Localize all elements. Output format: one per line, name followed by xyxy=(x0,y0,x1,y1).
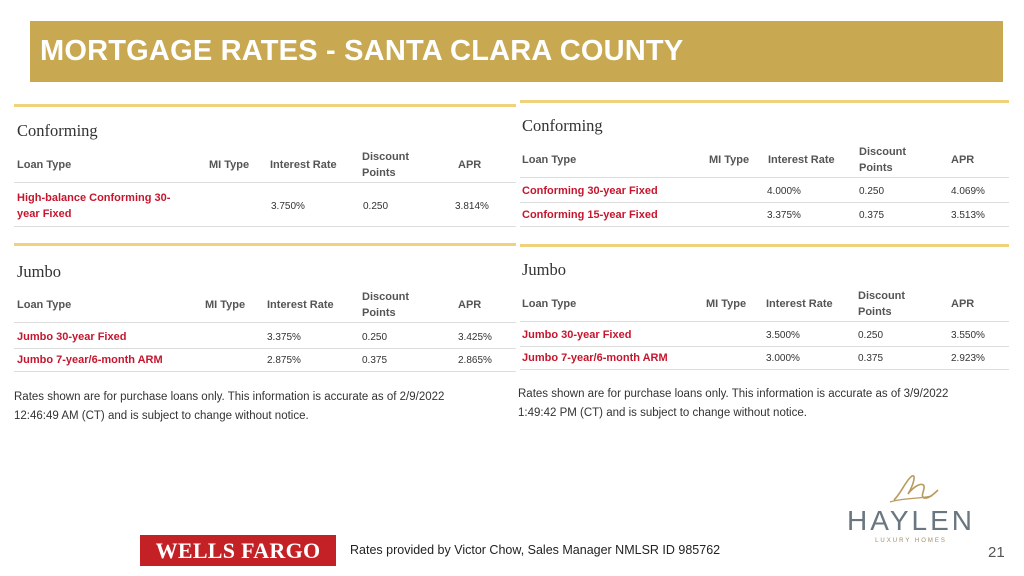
header-loan-type: Loan Type xyxy=(522,154,577,166)
interest-rate-value: 3.750% xyxy=(271,201,305,212)
section-title-jumbo: Jumbo xyxy=(17,262,62,281)
header-loan-type: Loan Type xyxy=(17,159,72,171)
gold-divider xyxy=(14,243,516,246)
section-title-conforming: Conforming xyxy=(522,116,603,135)
wells-fargo-logo: WELLS FARGO xyxy=(140,535,336,566)
header-loan-type: Loan Type xyxy=(522,298,577,310)
apr-value: 3.425% xyxy=(458,332,492,343)
rates-credit: Rates provided by Victor Chow, Sales Manager NMLSR ID 985762 xyxy=(350,543,721,557)
row-divider xyxy=(14,226,516,227)
header-apr: APR xyxy=(951,154,975,166)
loan-link[interactable]: Jumbo 30-year Fixed xyxy=(17,331,127,343)
header-mi-type: MI Type xyxy=(205,299,246,311)
header-apr: APR xyxy=(951,298,975,310)
header-discount-points: Discount Points xyxy=(362,151,410,179)
row-divider xyxy=(14,182,516,183)
interest-rate-value: 3.375% xyxy=(267,332,301,343)
row-divider xyxy=(520,177,1009,178)
row-divider xyxy=(520,369,1009,370)
apr-value: 3.550% xyxy=(951,330,985,341)
interest-rate-value: 4.000% xyxy=(767,186,801,197)
row-divider xyxy=(14,322,516,323)
loan-link[interactable]: Jumbo 30-year Fixed xyxy=(522,329,632,341)
apr-value: 3.814% xyxy=(455,201,489,212)
discount-points-value: 0.250 xyxy=(859,186,885,197)
apr-value: 4.069% xyxy=(951,186,985,197)
haylen-logo-text: HAYLEN xyxy=(847,505,975,536)
gold-divider xyxy=(520,244,1009,247)
discount-points-value: 0.250 xyxy=(362,332,388,343)
disclaimer-note: Rates shown are for purchase loans only. This information is accurate as of 3/9/2022 1:49:42 PM (CT) and is subject to change without notice. xyxy=(518,388,949,419)
header-discount-points: Discount Points xyxy=(362,291,410,319)
gold-divider xyxy=(14,104,516,107)
row-divider xyxy=(520,346,1009,347)
interest-rate-value: 3.375% xyxy=(767,210,801,221)
apr-value: 2.865% xyxy=(458,355,492,366)
loan-link[interactable]: Jumbo 7-year/6-month ARM xyxy=(17,354,163,366)
header-loan-type: Loan Type xyxy=(17,299,72,311)
row-divider xyxy=(14,348,516,349)
row-divider xyxy=(14,371,516,372)
loan-link[interactable]: Conforming 15-year Fixed xyxy=(522,209,658,221)
header-discount-points: Discount Points xyxy=(859,146,907,174)
left-rates-panel xyxy=(14,104,516,434)
header-interest-rate: Interest Rate xyxy=(766,298,833,310)
loan-link[interactable]: High-balance Conforming 30- year Fixed xyxy=(17,192,171,220)
section-title-conforming: Conforming xyxy=(17,121,98,140)
interest-rate-value: 3.500% xyxy=(766,330,800,341)
header-interest-rate: Interest Rate xyxy=(267,299,334,311)
loan-link[interactable]: Jumbo 7-year/6-month ARM xyxy=(522,352,668,364)
row-divider xyxy=(520,202,1009,203)
header-interest-rate: Interest Rate xyxy=(768,154,835,166)
page-number: 21 xyxy=(988,544,1005,561)
interest-rate-value: 2.875% xyxy=(267,355,301,366)
right-rates-panel xyxy=(520,100,1009,430)
row-divider xyxy=(520,226,1009,227)
page-title: MORTGAGE RATES - SANTA CLARA COUNTY xyxy=(40,35,684,67)
discount-points-value: 0.250 xyxy=(363,201,389,212)
discount-points-value: 0.375 xyxy=(859,210,885,221)
row-divider xyxy=(520,321,1009,322)
header-apr: APR xyxy=(458,299,482,311)
interest-rate-value: 3.000% xyxy=(766,353,800,364)
gold-divider xyxy=(520,100,1009,103)
header-mi-type: MI Type xyxy=(209,159,250,171)
apr-value: 2.923% xyxy=(951,353,985,364)
header-apr: APR xyxy=(458,159,482,171)
disclaimer-note: Rates shown are for purchase loans only. This information is accurate as of 2/9/2022 12:46:49 AM (CT) and is subject to change without notice. xyxy=(14,391,445,422)
haylen-script-icon xyxy=(888,472,940,506)
loan-link[interactable]: Conforming 30-year Fixed xyxy=(522,185,658,197)
header-interest-rate: Interest Rate xyxy=(270,159,337,171)
apr-value: 3.513% xyxy=(951,210,985,221)
header-discount-points: Discount Points xyxy=(858,290,906,318)
discount-points-value: 0.250 xyxy=(858,330,884,341)
haylen-logo-subtitle: LUXURY HOMES xyxy=(875,538,947,544)
discount-points-value: 0.375 xyxy=(858,353,884,364)
header-mi-type: MI Type xyxy=(709,154,750,166)
header-mi-type: MI Type xyxy=(706,298,747,310)
discount-points-value: 0.375 xyxy=(362,355,388,366)
section-title-jumbo: Jumbo xyxy=(522,260,567,279)
title-banner xyxy=(30,21,1003,82)
